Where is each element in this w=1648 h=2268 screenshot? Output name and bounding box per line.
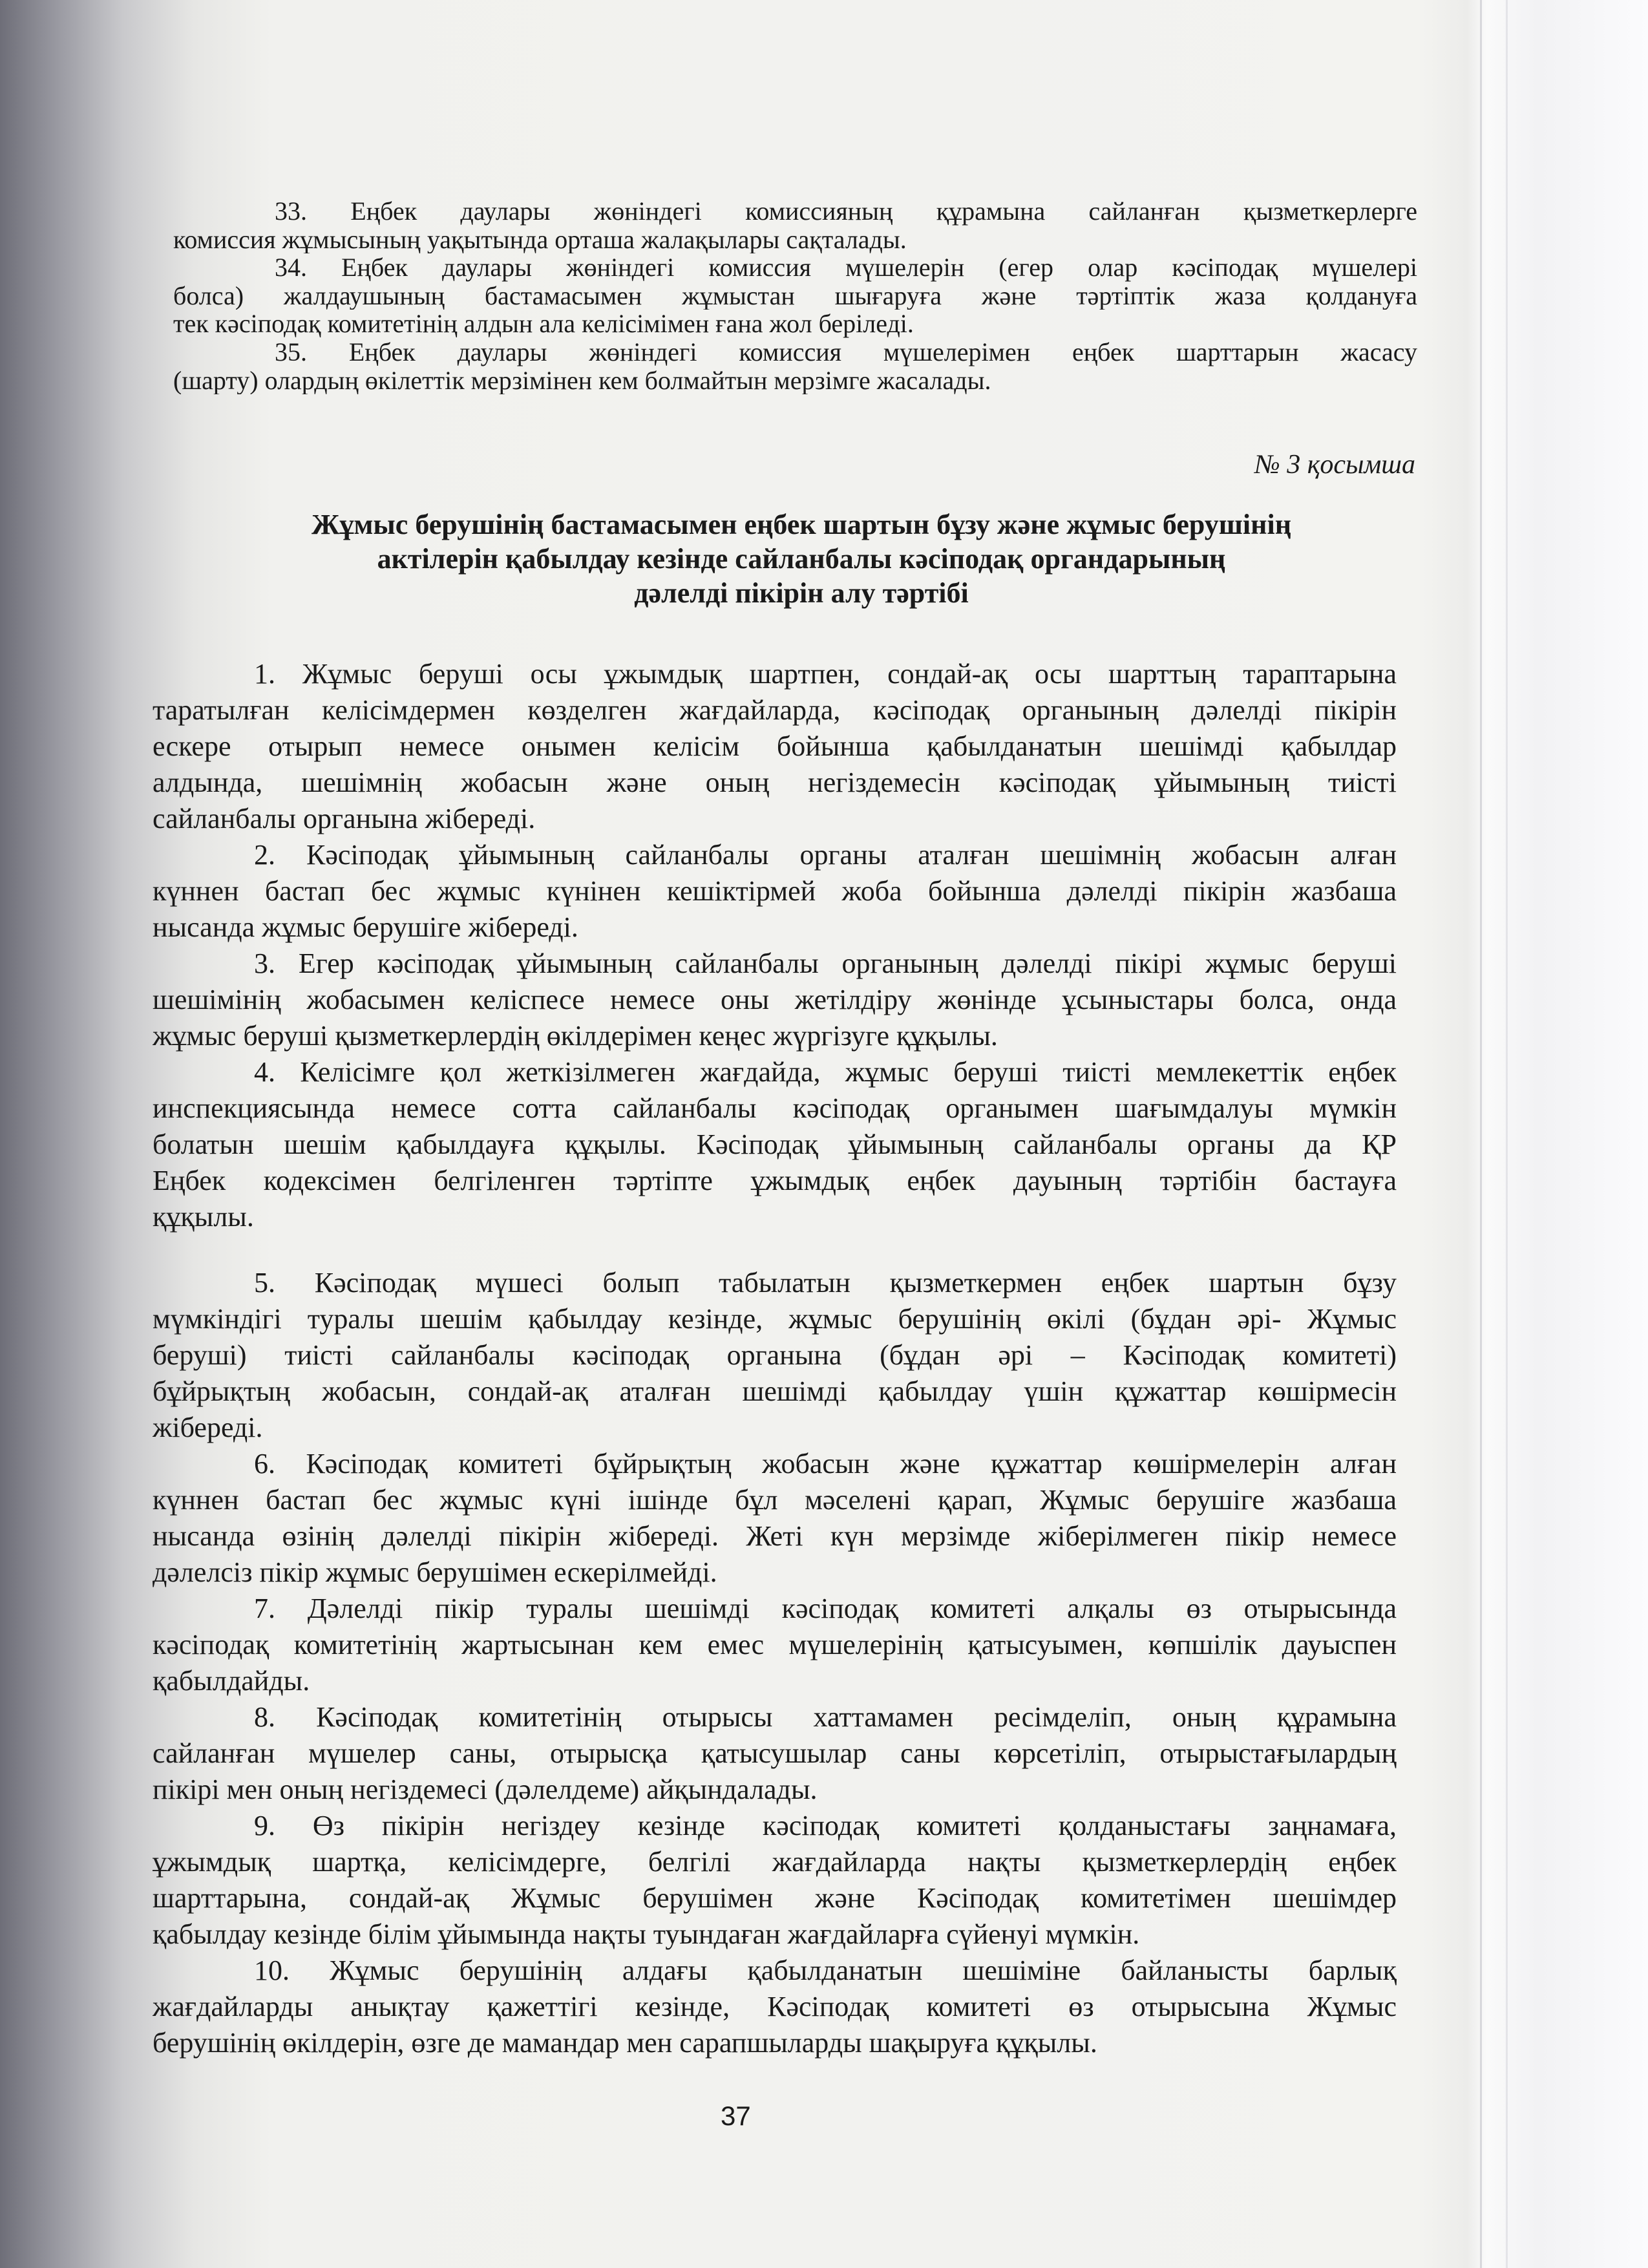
text-line: қабылдайды. (153, 1665, 310, 1697)
text-line: 10. Жұмыс берушінің алдағы қабылданатын шешіміне байланысты барлық (254, 1955, 1397, 1986)
text-line: сайланған мүшелер саны, отырысқа қатысушылар саны көрсетіліп, отырыстағылардың (153, 1737, 1397, 1769)
text-line: нысанда өзінің дәлелді пікірін жібереді. Жеті күн мерзімде жіберілмеген пікір немесе (153, 1520, 1397, 1552)
text-line: сайланбалы органына жібереді. (153, 803, 536, 834)
text-line: құқылы. (153, 1201, 254, 1233)
paragraph (153, 1953, 1397, 2061)
text-line: пікірі мен оның негіздемесі (дәлелдеме) айқындалады. (153, 1774, 818, 1805)
title-line: Жұмыс берушінің бастамасымен еңбек шартын бұзу және жұмыс берушінің (311, 509, 1292, 540)
paragraph (153, 656, 1397, 837)
title-line: дәлелді пікірін алу тәртібі (634, 577, 969, 609)
text-line: мүмкіндігі туралы шешім қабылдау кезінде, жұмыс берушінің өкілі (бұдан әрі- Жұмыс (153, 1303, 1397, 1335)
title-line: актілерін қабылдау кезінде сайланбалы кәсіподақ органдарының (377, 543, 1226, 575)
text-line: 3. Егер кәсіподақ ұйымының сайланбалы органының дәлелді пікірі жұмыс беруші (254, 948, 1397, 979)
text-line: нысанда жұмыс берушіге жібереді. (153, 911, 578, 943)
text-line: шарттарына, сондай-ақ Жұмыс берушімен және Кәсіподақ комитетімен шешімдер (153, 1882, 1397, 1914)
paragraph (153, 1591, 1397, 1699)
text-line: күннен бастап бес жұмыс күні ішінде бұл мәселені қарап, Жұмыс берушіге жазбаша (153, 1484, 1397, 1516)
paragraph (153, 837, 1397, 946)
text-line: шешімінің жобасымен келіспесе немесе оны жетілдіру жөнінде ұсыныстары болса, онда (153, 984, 1397, 1015)
text-line: 8. Кәсіподақ комитетінің отырысы хаттамамен ресімделіп, оның құрамына (254, 1701, 1397, 1733)
page-stack-edge (1506, 0, 1508, 2268)
text-line: (шарту) олардың өкілеттік мерзімінен кем болмайтын мерзімге жасалады. (173, 366, 991, 395)
text-line: таратылған келісімдермен көзделген жағдайларда, кәсіподақ органының дәлелді пікірін (153, 694, 1397, 726)
paragraph (153, 1054, 1397, 1235)
text-line: дәлелсіз пікір жұмыс берушімен ескерілмейді. (153, 1556, 717, 1588)
text-line: 34. Еңбек даулары жөніндегі комиссия мүшелерін (егер олар кәсіподақ мүшелері (275, 253, 1417, 282)
text-line: ұжымдық шартқа, келісімдерге, белгілі жағдайларда нақты қызметкерлердің еңбек (153, 1846, 1397, 1878)
paragraph (173, 197, 1417, 253)
text-line: алдында, шешімнің жобасын және оның негіздемесін кәсіподақ ұйымының тиісті (153, 767, 1397, 798)
text-line: тек кәсіподақ комитетінің алдын ала келісімімен ғана жол беріледі. (173, 310, 914, 338)
page-stack-edge (1480, 0, 1482, 2268)
text-line: болса) жалдаушының бастамасымен жұмыстан шығаруға және тәртіптік жаза қолдануға (173, 281, 1417, 310)
text-line: жұмыс беруші қызметкерлердің өкілдерімен кеңес жүргізуге құқылы. (153, 1020, 998, 1052)
paragraph (153, 1265, 1397, 1446)
text-line: жағдайларды анықтау қажеттігі кезінде, Кәсіподақ комитеті өз отырысына Жұмыс (153, 1991, 1397, 2022)
paragraph (153, 946, 1397, 1054)
paragraph (173, 338, 1417, 394)
text-line: 33. Еңбек даулары жөніндегі комиссияның құрамына сайланған қызметкерлерге (275, 197, 1417, 226)
text-line: ескере отырып немесе онымен келісім бойынша қабылданатын шешімді қабылдар (153, 730, 1397, 762)
text-line: қабылдау кезінде білім ұйымында нақты туындаған жағдайларға сүйенуі мүмкін. (153, 1918, 1140, 1950)
text-line: берушінің өкілдерін, өзге де мамандар мен сарапшыларды шақыруға құқылы. (153, 2027, 1097, 2059)
text-line: кәсіподақ комитетінің жартысынан кем емес мүшелерінің қатысуымен, көпшілік дауыспен (153, 1629, 1397, 1660)
text-line: 2. Кәсіподақ ұйымының сайланбалы органы аталған шешімнің жобасын алған (254, 839, 1397, 871)
text-line: комиссия жұмысының уақытында орташа жалақылары сақталады. (173, 225, 907, 254)
text-line: күннен бастап бес жұмыс күнінен кешіктірмей жоба бойынша дәлелді пікірін жазбаша (153, 875, 1397, 907)
section-title (194, 507, 1409, 610)
text-line: 1. Жұмыс беруші осы ұжымдық шартпен, сондай-ақ осы шарттың тараптарына (254, 658, 1397, 690)
page-number: 37 (721, 2101, 751, 2131)
paragraph (153, 1446, 1397, 1591)
text-line: бұйрықтың жобасын, сондай-ақ аталған шешімді қабылдау үшін құжаттар көшірмесін (153, 1375, 1397, 1407)
text-line: жібереді. (153, 1412, 263, 1443)
paragraph (153, 1808, 1397, 1953)
paragraph (173, 253, 1417, 338)
text-line: Еңбек кодексімен белгіленген тәртіпте ұжымдық еңбек дауының тәртібін бастауға (153, 1165, 1397, 1196)
text-line: 4. Келісімге қол жеткізілмеген жағдайда, жұмыс беруші тиісті мемлекеттік еңбек (254, 1056, 1397, 1088)
paragraph (153, 1699, 1397, 1808)
annex-label: № 3 қосымша (1254, 450, 1415, 480)
paragraph-gap (153, 1235, 1397, 1265)
top-section (173, 197, 1417, 394)
text-line: 9. Өз пікірін негіздеу кезінде кәсіподақ комитеті қолданыстағы заңнамаға, (254, 1810, 1397, 1841)
text-line: беруші) тиісті сайланбалы кәсіподақ органына (бұдан әрі – Кәсіподақ комитеті) (153, 1339, 1397, 1371)
main-section (153, 656, 1397, 2061)
text-line: 6. Кәсіподақ комитеті бұйрықтың жобасын және құжаттар көшірмелерін алған (254, 1448, 1397, 1479)
text-line: инспекциясында немесе сотта сайланбалы кәсіподақ органымен шағымдалуы мүмкін (153, 1092, 1397, 1124)
text-line: 5. Кәсіподақ мүшесі болып табылатын қызметкермен еңбек шартын бұзу (254, 1267, 1397, 1298)
text-line: 35. Еңбек даулары жөніндегі комиссия мүшелерімен еңбек шарттарын жасасу (275, 337, 1417, 366)
text-line: 7. Дәлелді пікір туралы шешімді кәсіподақ комитеті алқалы өз отырысында (254, 1593, 1397, 1624)
text-line: болатын шешім қабылдауға құқылы. Кәсіподақ ұйымының сайланбалы органы да ҚР (153, 1129, 1397, 1160)
